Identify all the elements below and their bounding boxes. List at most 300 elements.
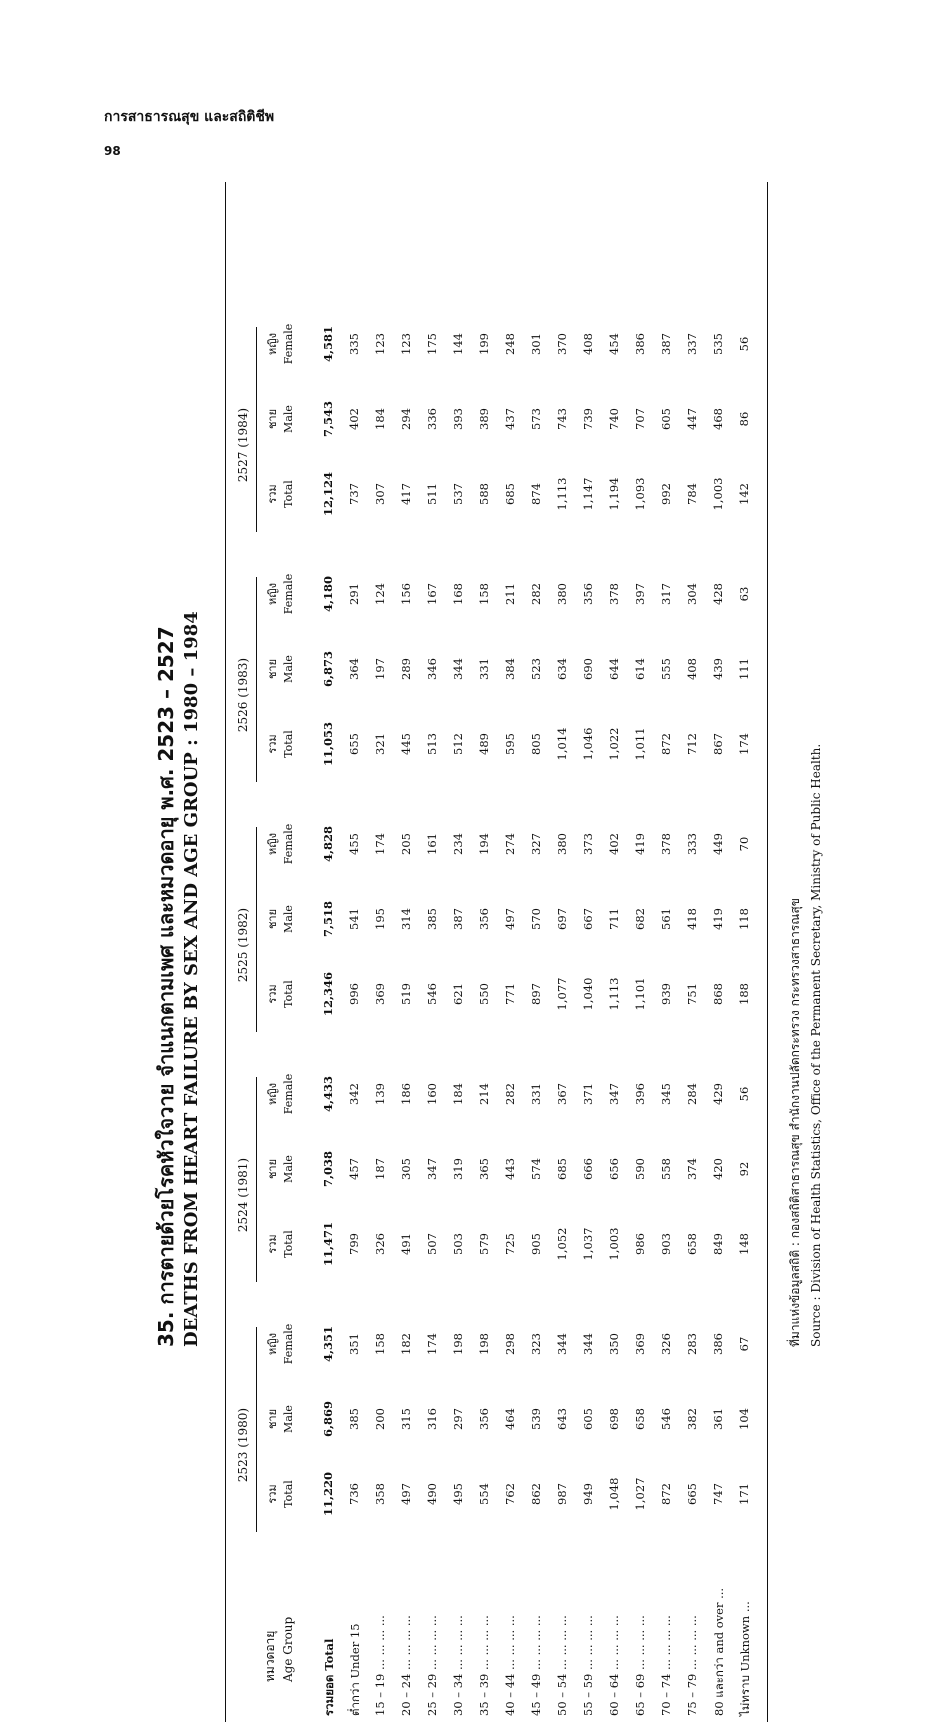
table-cell: 437 [503, 408, 517, 430]
table-cell: 868 [711, 983, 725, 1005]
row-label: 75 – 79 ... ... ... ... [685, 1615, 699, 1716]
table-cell: 537 [451, 483, 465, 505]
column-header-english: Total [282, 480, 295, 508]
table-cell: 1,113 [607, 977, 621, 1011]
row-label: 30 – 34 ... ... ... ... [451, 1615, 465, 1716]
table-cell: 4,180 [321, 576, 335, 613]
table-cell: 184 [373, 408, 387, 430]
column-header-thai: รวม [266, 734, 279, 754]
table-cell: 373 [581, 833, 595, 855]
table-cell: 658 [685, 1233, 699, 1255]
table-cell: 304 [685, 583, 699, 605]
table-cell: 497 [503, 908, 517, 930]
table-cell: 573 [529, 408, 543, 430]
table-cell: 337 [685, 333, 699, 355]
table-cell: 6,873 [321, 651, 335, 688]
table-cell: 491 [399, 1233, 413, 1255]
table-cell: 336 [425, 408, 439, 430]
table-cell: 123 [399, 333, 413, 355]
table-cell: 507 [425, 1233, 439, 1255]
table-cell: 561 [659, 908, 673, 930]
table-cell: 685 [503, 483, 517, 505]
table-cell: 439 [711, 658, 725, 680]
table-cell: 321 [373, 733, 387, 755]
table-cell: 555 [659, 658, 673, 680]
column-header-thai: รวม [266, 984, 279, 1004]
table-cell: 420 [711, 1158, 725, 1180]
table-cell: 897 [529, 983, 543, 1005]
source-note-english: Source : Division of Health Statistics, Office of the Permanent Secretary, Ministry of Public Health. [809, 743, 823, 1347]
column-header-thai: ชาย [266, 658, 279, 680]
table-cell: 464 [503, 1408, 517, 1430]
table-cell: 171 [737, 1483, 751, 1505]
table-cell: 274 [503, 833, 517, 855]
column-header-english: Male [282, 1155, 295, 1183]
table-cell: 356 [581, 583, 595, 605]
column-header-thai: หญิง [266, 583, 279, 605]
table-cell: 301 [529, 333, 543, 355]
table-cell: 418 [685, 908, 699, 930]
table-cell: 4,581 [321, 326, 335, 363]
table-cell: 380 [555, 583, 569, 605]
table-cell: 342 [347, 1083, 361, 1105]
table-cell: 384 [503, 658, 517, 680]
table-cell: 1,147 [581, 477, 595, 511]
source-note-thai: ที่มาแห่งข้อมูลสถิติ : กองสถิติสาธารณสุข สำนักงานปลัดกระทรวง กระทรวงสาธารณสุข [788, 898, 802, 1347]
table-cell: 457 [347, 1158, 361, 1180]
table-cell: 356 [477, 908, 491, 930]
table-cell: 187 [373, 1158, 387, 1180]
table-cell: 417 [399, 483, 413, 505]
table-cell: 305 [399, 1158, 413, 1180]
table-cell: 445 [399, 733, 413, 755]
column-header-thai: ชาย [266, 1408, 279, 1430]
column-header-english: Female [282, 573, 295, 615]
table-cell: 751 [685, 983, 699, 1005]
column-header-english: Male [282, 905, 295, 933]
table-cell: 86 [737, 411, 751, 427]
table-cell: 282 [529, 583, 543, 605]
table-cell: 986 [633, 1233, 647, 1255]
table-cell: 1,014 [555, 727, 569, 761]
column-header-english: Female [282, 323, 295, 365]
table-cell: 184 [451, 1083, 465, 1105]
row-label: 80 และกว่า and over ... [712, 1587, 726, 1716]
table-cell: 595 [503, 733, 517, 755]
table-cell: 550 [477, 983, 491, 1005]
rotated-table-block [146, 162, 846, 1722]
table-cell: 737 [347, 483, 361, 505]
table-cell: 523 [529, 658, 543, 680]
table-cell: 621 [451, 983, 465, 1005]
table-title-english: DEATHS FROM HEART FAILURE BY SEX AND AGE GROUP : 1980 – 1984 [181, 611, 202, 1347]
table-cell: 1,046 [581, 727, 595, 761]
table-cell: 386 [633, 333, 647, 355]
table-cell: 156 [399, 583, 413, 605]
table-cell: 665 [685, 1483, 699, 1505]
table-cell: 443 [503, 1158, 517, 1180]
table-cell: 316 [425, 1408, 439, 1430]
table-cell: 194 [477, 833, 491, 855]
table-cell: 387 [659, 333, 673, 355]
table-cell: 605 [581, 1408, 595, 1430]
table-cell: 644 [607, 658, 621, 680]
table-cell: 554 [477, 1483, 491, 1505]
table-cell: 4,351 [321, 1326, 335, 1363]
table-cell: 294 [399, 408, 413, 430]
table-cell: 949 [581, 1483, 595, 1505]
row-label: 70 – 74 ... ... ... ... [659, 1615, 673, 1716]
table-cell: 123 [373, 333, 387, 355]
table-cell: 1,077 [555, 977, 569, 1011]
table-cell: 429 [711, 1083, 725, 1105]
table-cell: 1,113 [555, 477, 569, 511]
age-group-header-english: Age Group [281, 1616, 295, 1682]
table-cell: 188 [737, 983, 751, 1005]
row-label: 15 – 19 ... ... ... ... [373, 1615, 387, 1716]
table-cell: 408 [685, 658, 699, 680]
table-cell: 7,518 [321, 901, 335, 938]
table-cell: 142 [737, 483, 751, 505]
table-cell: 747 [711, 1483, 725, 1505]
table-cell: 369 [373, 983, 387, 1005]
table-cell: 408 [581, 333, 595, 355]
column-header-thai: รวม [266, 484, 279, 504]
table-cell: 643 [555, 1408, 569, 1430]
table-top-rule [225, 182, 226, 1722]
table-cell: 419 [633, 833, 647, 855]
table-cell: 658 [633, 1408, 647, 1430]
table-cell: 70 [737, 836, 751, 852]
table-cell: 307 [373, 483, 387, 505]
table-cell: 872 [659, 733, 673, 755]
table-cell: 347 [607, 1083, 621, 1105]
table-cell: 690 [581, 658, 595, 680]
table-cell: 503 [451, 1233, 465, 1255]
table-cell: 158 [477, 583, 491, 605]
table-cell: 6,869 [321, 1401, 335, 1438]
table-cell: 511 [425, 483, 439, 505]
table-cell: 198 [451, 1333, 465, 1355]
table-cell: 711 [607, 908, 621, 930]
table-cell: 378 [659, 833, 673, 855]
table-cell: 519 [399, 983, 413, 1005]
column-header-english: Total [282, 730, 295, 758]
table-cell: 685 [555, 1158, 569, 1180]
table-cell: 289 [399, 658, 413, 680]
table-cell: 148 [737, 1233, 751, 1255]
table-cell: 590 [633, 1158, 647, 1180]
table-cell: 284 [685, 1083, 699, 1105]
table-cell: 1,093 [633, 477, 647, 511]
table-cell: 385 [425, 908, 439, 930]
table-cell: 905 [529, 1233, 543, 1255]
table-cell: 874 [529, 483, 543, 505]
table-cell: 992 [659, 483, 673, 505]
table-cell: 447 [685, 408, 699, 430]
table-cell: 697 [555, 908, 569, 930]
table-cell: 144 [451, 333, 465, 355]
table-cell: 197 [373, 658, 387, 680]
column-header-thai: หญิง [266, 1333, 279, 1355]
year-header: 2526 (1983) [236, 657, 250, 733]
table-cell: 317 [659, 583, 673, 605]
table-cell: 124 [373, 583, 387, 605]
table-cell: 139 [373, 1083, 387, 1105]
column-header-thai: หญิง [266, 333, 279, 355]
year-header-rule [256, 327, 257, 532]
row-label: ไม่ทราบ Unknown ... [738, 1601, 752, 1716]
table-cell: 396 [633, 1083, 647, 1105]
table-cell: 195 [373, 908, 387, 930]
table-cell: 495 [451, 1483, 465, 1505]
table-cell: 1,011 [633, 727, 647, 761]
table-cell: 558 [659, 1158, 673, 1180]
table-cell: 199 [477, 333, 491, 355]
table-cell: 1,040 [581, 977, 595, 1011]
page-number: 98 [104, 144, 121, 158]
table-cell: 402 [347, 408, 361, 430]
table-cell: 56 [737, 336, 751, 352]
table-cell: 344 [451, 658, 465, 680]
row-label: 40 – 44 ... ... ... ... [503, 1615, 517, 1716]
table-cell: 319 [451, 1158, 465, 1180]
table-cell: 371 [581, 1083, 595, 1105]
table-cell: 358 [373, 1483, 387, 1505]
column-header-english: Total [282, 1230, 295, 1258]
age-group-header-thai: หมวดอายุ [263, 1630, 277, 1682]
table-cell: 634 [555, 658, 569, 680]
table-cell: 297 [451, 1408, 465, 1430]
row-label: 55 – 59 ... ... ... ... [581, 1615, 595, 1716]
year-header: 2525 (1982) [236, 907, 250, 983]
table-cell: 393 [451, 408, 465, 430]
table-cell: 712 [685, 733, 699, 755]
row-label: 20 – 24 ... ... ... ... [399, 1615, 413, 1716]
year-header: 2523 (1980) [236, 1407, 250, 1483]
table-cell: 762 [503, 1483, 517, 1505]
table-cell: 174 [373, 833, 387, 855]
table-cell: 541 [347, 908, 361, 930]
table-cell: 380 [555, 833, 569, 855]
table-cell: 335 [347, 333, 361, 355]
table-cell: 283 [685, 1333, 699, 1355]
table-cell: 449 [711, 833, 725, 855]
table-cell: 382 [685, 1408, 699, 1430]
table-cell: 331 [529, 1083, 543, 1105]
year-header-rule [256, 577, 257, 782]
table-cell: 326 [659, 1333, 673, 1355]
table-cell: 315 [399, 1408, 413, 1430]
table-cell: 903 [659, 1233, 673, 1255]
table-cell: 174 [425, 1333, 439, 1355]
table-cell: 182 [399, 1333, 413, 1355]
column-header-thai: ชาย [266, 408, 279, 430]
table-cell: 56 [737, 1086, 751, 1102]
table-cell: 345 [659, 1083, 673, 1105]
table-cell: 160 [425, 1083, 439, 1105]
table-cell: 736 [347, 1483, 361, 1505]
table-cell: 298 [503, 1333, 517, 1355]
table-cell: 419 [711, 908, 725, 930]
table-cell: 92 [737, 1161, 751, 1177]
table-cell: 7,038 [321, 1151, 335, 1188]
table-cell: 784 [685, 483, 699, 505]
table-cell: 579 [477, 1233, 491, 1255]
table-cell: 367 [555, 1083, 569, 1105]
table-cell: 11,220 [321, 1472, 335, 1517]
table-cell: 740 [607, 408, 621, 430]
column-header-english: Male [282, 405, 295, 433]
table-cell: 386 [711, 1333, 725, 1355]
table-cell: 1,003 [711, 477, 725, 511]
table-cell: 512 [451, 733, 465, 755]
table-cell: 198 [477, 1333, 491, 1355]
table-cell: 872 [659, 1483, 673, 1505]
table-cell: 655 [347, 733, 361, 755]
table-cell: 374 [685, 1158, 699, 1180]
table-cell: 570 [529, 908, 543, 930]
table-cell: 1,194 [607, 477, 621, 511]
table-cell: 489 [477, 733, 491, 755]
table-cell: 378 [607, 583, 621, 605]
table-cell: 158 [373, 1333, 387, 1355]
table-cell: 333 [685, 833, 699, 855]
table-cell: 867 [711, 733, 725, 755]
table-cell: 535 [711, 333, 725, 355]
table-cell: 743 [555, 408, 569, 430]
row-label: 60 – 64 ... ... ... ... [607, 1615, 621, 1716]
table-cell: 370 [555, 333, 569, 355]
table-cell: 455 [347, 833, 361, 855]
table-cell: 454 [607, 333, 621, 355]
table-cell: 175 [425, 333, 439, 355]
table-cell: 63 [737, 586, 751, 602]
table-cell: 698 [607, 1408, 621, 1430]
table-cell: 291 [347, 583, 361, 605]
table-cell: 361 [711, 1408, 725, 1430]
column-header-thai: หญิง [266, 1083, 279, 1105]
column-header-english: Total [282, 980, 295, 1008]
table-title-thai: 35. การตายด้วยโรคหัวใจวาย จำแนกตามเพศ และหมวดอายุ พ.ศ. 2523 – 2527 [154, 626, 178, 1347]
table-cell: 987 [555, 1483, 569, 1505]
table-cell: 118 [737, 908, 751, 930]
table-cell: 248 [503, 333, 517, 355]
table-cell: 200 [373, 1408, 387, 1430]
table-cell: 205 [399, 833, 413, 855]
table-cell: 539 [529, 1408, 543, 1430]
table-cell: 939 [659, 983, 673, 1005]
table-cell: 364 [347, 658, 361, 680]
column-header-english: Female [282, 1073, 295, 1115]
column-header-thai: ชาย [266, 1158, 279, 1180]
table-cell: 331 [477, 658, 491, 680]
table-cell: 513 [425, 733, 439, 755]
table-cell: 739 [581, 408, 595, 430]
table-cell: 351 [347, 1333, 361, 1355]
table-cell: 546 [425, 983, 439, 1005]
table-cell: 174 [737, 733, 751, 755]
table-cell: 11,471 [321, 1222, 335, 1267]
table-cell: 168 [451, 583, 465, 605]
table-cell: 397 [633, 583, 647, 605]
column-header-english: Male [282, 655, 295, 683]
year-header-rule [256, 1327, 257, 1532]
table-cell: 588 [477, 483, 491, 505]
table-cell: 574 [529, 1158, 543, 1180]
column-header-english: Female [282, 823, 295, 865]
table-cell: 799 [347, 1233, 361, 1255]
table-cell: 546 [659, 1408, 673, 1430]
table-cell: 214 [477, 1083, 491, 1105]
table-cell: 805 [529, 733, 543, 755]
table-cell: 428 [711, 583, 725, 605]
table-cell: 211 [503, 583, 517, 605]
table-cell: 4,433 [321, 1076, 335, 1113]
table-cell: 862 [529, 1483, 543, 1505]
table-cell: 389 [477, 408, 491, 430]
row-label: 35 – 39 ... ... ... ... [477, 1615, 491, 1716]
table-cell: 282 [503, 1083, 517, 1105]
table-cell: 387 [451, 908, 465, 930]
table-cell: 111 [737, 658, 751, 680]
table-bottom-rule [767, 182, 768, 1722]
table-cell: 707 [633, 408, 647, 430]
table-cell: 385 [347, 1408, 361, 1430]
table-cell: 402 [607, 833, 621, 855]
column-header-english: Female [282, 1323, 295, 1365]
table-cell: 682 [633, 908, 647, 930]
row-label: 50 – 54 ... ... ... ... [555, 1615, 569, 1716]
row-label: ต่ำกว่า Under 15 [348, 1623, 362, 1716]
table-cell: 314 [399, 908, 413, 930]
table-cell: 996 [347, 983, 361, 1005]
table-cell: 350 [607, 1333, 621, 1355]
page-header-title: การสาธารณสุข และสถิติชีพ [104, 109, 275, 125]
table-cell: 1,052 [555, 1227, 569, 1261]
table-cell: 771 [503, 983, 517, 1005]
table-cell: 104 [737, 1408, 751, 1430]
table-cell: 365 [477, 1158, 491, 1180]
table-cell: 667 [581, 908, 595, 930]
table-cell: 666 [581, 1158, 595, 1180]
table-cell: 1,027 [633, 1477, 647, 1511]
table-cell: 347 [425, 1158, 439, 1180]
table-cell: 1,048 [607, 1477, 621, 1511]
table-cell: 497 [399, 1483, 413, 1505]
row-label: 25 – 29 ... ... ... ... [425, 1615, 439, 1716]
table-cell: 1,101 [633, 977, 647, 1011]
table-cell: 344 [581, 1333, 595, 1355]
table-cell: 161 [425, 833, 439, 855]
column-header-thai: ชาย [266, 908, 279, 930]
table-cell: 167 [425, 583, 439, 605]
row-label: 45 – 49 ... ... ... ... [529, 1615, 543, 1716]
table-cell: 656 [607, 1158, 621, 1180]
table-cell: 369 [633, 1333, 647, 1355]
table-cell: 605 [659, 408, 673, 430]
table-cell: 327 [529, 833, 543, 855]
table-cell: 1,003 [607, 1227, 621, 1261]
table-cell: 326 [373, 1233, 387, 1255]
table-cell: 614 [633, 658, 647, 680]
column-header-thai: รวม [266, 1234, 279, 1254]
table-cell: 468 [711, 408, 725, 430]
table-cell: 344 [555, 1333, 569, 1355]
table-cell: 12,346 [321, 972, 335, 1017]
table-cell: 346 [425, 658, 439, 680]
table-cell: 7,543 [321, 401, 335, 438]
